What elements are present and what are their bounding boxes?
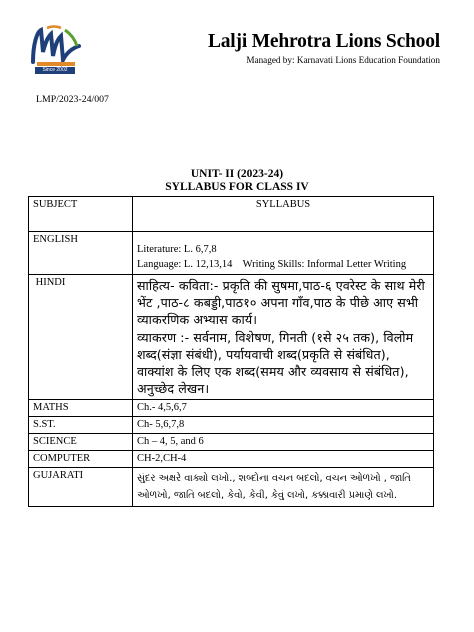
subject-sst: S.ST. bbox=[29, 417, 133, 434]
english-literature: Literature: L. 6,7,8 bbox=[137, 244, 217, 255]
subject-english: ENGLISH bbox=[29, 232, 133, 275]
syllabus-science: Ch – 4, 5, and 6 bbox=[133, 434, 434, 451]
table-row-computer bbox=[29, 451, 434, 468]
syllabus-english bbox=[133, 232, 434, 275]
syllabus-computer: CH-2,CH-4 bbox=[133, 451, 434, 468]
subject-maths: MATHS bbox=[29, 400, 133, 417]
syllabus-maths: Ch.- 4,5,6,7 bbox=[133, 400, 434, 417]
table-row-science bbox=[29, 434, 434, 451]
subject-computer: COMPUTER bbox=[29, 451, 133, 468]
syllabus-gujarati: સુંદર અક્ષરે વાક્યો લખો., શબ્દોના વચન બદલો, વચન ઓળખો , જાતિ ઓળખો, જાતિ બદલો, કેવો, કેવી, કેવું લખો, કક્કાવારી પ્રમાણે લખો. bbox=[133, 468, 434, 507]
syllabus-table bbox=[28, 196, 434, 507]
logo-since-badge: Since 2002 bbox=[35, 67, 75, 74]
subject-gujarati: GUJARATI bbox=[29, 468, 133, 507]
header-subject: SUBJECT bbox=[29, 197, 133, 232]
hindi-grammar: व्याकरण :- सर्वनाम, विशेषण, गिनती (१से २५ तक), विलोम शब्द(संज्ञा संबंधी), पर्यायवाची शब्द(प्रकृति से संबंधित), वाक्यांश के लिए एक शब्द(समय और व्यवसाय से संबंधित), अनुच्छेद लेखन। bbox=[137, 329, 414, 397]
managed-by-line: Managed by: Karnavati Lions Education Foundation bbox=[246, 55, 440, 65]
syllabus-sst: Ch- 5,6,7,8 bbox=[133, 417, 434, 434]
logo-graphic bbox=[27, 22, 83, 68]
syllabus-hindi bbox=[133, 275, 434, 400]
syllabus-title: SYLLABUS FOR CLASS IV bbox=[165, 181, 309, 193]
subject-hindi: HINDI bbox=[29, 275, 133, 400]
school-name: Lalji Mehrotra Lions School bbox=[207, 31, 440, 52]
table-row-hindi bbox=[29, 275, 434, 400]
header-syllabus: SYLLABUS bbox=[133, 197, 434, 232]
hindi-literature: साहित्य- कविता:- प्रकृति की सुषमा,पाठ-६ एवरेस्ट के साथ मेरी भेंट ,पाठ-८ कबड्डी,पाठ१० अपना गाँव,पाठ के पीछे आए सभी व्याकरणिक अभ्यास कार्य। bbox=[137, 278, 425, 328]
reference-number: LMP/2023-24/007 bbox=[36, 94, 109, 105]
unit-title: UNIT- II (2023-24) bbox=[190, 168, 284, 180]
english-language: Language: L. 12,13,14 Writing Skills: Informal Letter Writing bbox=[137, 259, 407, 270]
table-row-english bbox=[29, 232, 434, 275]
subject-science: SCIENCE bbox=[29, 434, 133, 451]
table-row-sst bbox=[29, 417, 434, 434]
table-header-row bbox=[29, 197, 434, 232]
table-row-maths bbox=[29, 400, 434, 417]
table-row-gujarati bbox=[29, 468, 434, 507]
